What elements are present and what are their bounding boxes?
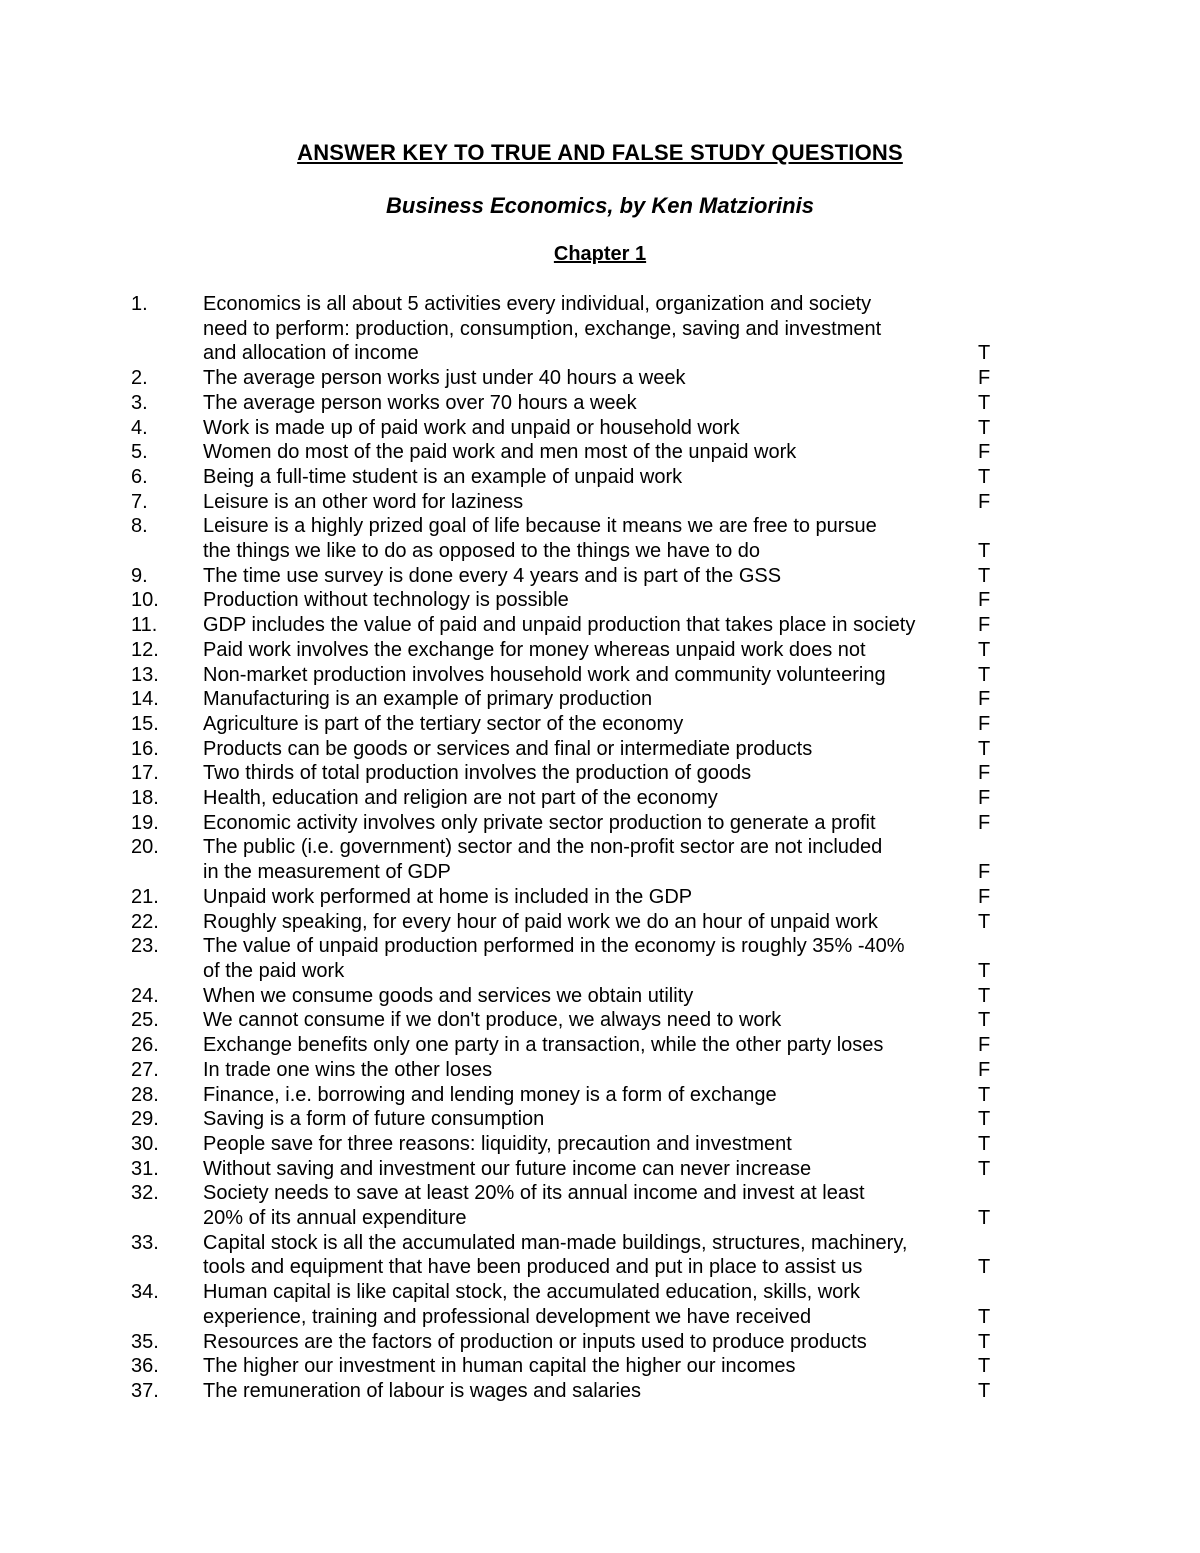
question-text bbox=[203, 1083, 973, 1108]
question-item bbox=[0, 885, 1200, 910]
answer-mark: T bbox=[978, 959, 991, 982]
question-number: 7. bbox=[131, 490, 148, 513]
question-item bbox=[0, 465, 1200, 490]
answer-mark: F bbox=[978, 688, 991, 711]
question-text bbox=[203, 638, 973, 663]
question-item bbox=[0, 1231, 1200, 1280]
answer-mark: T bbox=[978, 1256, 991, 1279]
question-text-line: Health, education and religion are not part of the economy bbox=[203, 787, 718, 810]
question-text bbox=[203, 1330, 973, 1355]
question-text bbox=[203, 292, 973, 366]
question-item bbox=[0, 1058, 1200, 1083]
question-item bbox=[0, 761, 1200, 786]
answer-mark: F bbox=[978, 712, 991, 735]
question-text-line: Finance, i.e. borrowing and lending money is a form of exchange bbox=[203, 1083, 777, 1106]
question-number: 16. bbox=[131, 737, 159, 760]
question-item bbox=[0, 811, 1200, 836]
question-item bbox=[0, 613, 1200, 638]
question-text-line: Production without technology is possible bbox=[203, 589, 569, 612]
answer-mark: F bbox=[978, 1058, 991, 1081]
question-text bbox=[203, 761, 973, 786]
question-text bbox=[203, 835, 973, 884]
question-number: 9. bbox=[131, 564, 148, 587]
question-item bbox=[0, 910, 1200, 935]
question-number: 2. bbox=[131, 367, 148, 390]
question-number: 3. bbox=[131, 391, 148, 414]
answer-mark: T bbox=[978, 1108, 991, 1131]
question-number: 14. bbox=[131, 688, 159, 711]
question-text-line: Leisure is a highly prized goal of life because it means we are free to pursue bbox=[203, 515, 877, 538]
question-number: 31. bbox=[131, 1157, 159, 1180]
book-subtitle: Business Economics, by Ken Matziorinis bbox=[386, 193, 814, 218]
question-item bbox=[0, 1330, 1200, 1355]
question-text bbox=[203, 613, 973, 638]
question-text-line: 20% of its annual expenditure bbox=[203, 1207, 467, 1230]
answer-mark: F bbox=[978, 490, 991, 513]
question-text bbox=[203, 1354, 973, 1379]
question-item bbox=[0, 440, 1200, 465]
question-text bbox=[203, 588, 973, 613]
question-text bbox=[203, 440, 973, 465]
question-item bbox=[0, 588, 1200, 613]
question-text-line: tools and equipment that have been produced and put in place to assist us bbox=[203, 1256, 863, 1279]
question-item bbox=[0, 1157, 1200, 1182]
answer-mark: T bbox=[978, 1009, 991, 1032]
question-text bbox=[203, 514, 973, 563]
question-text-line: We cannot consume if we don't produce, we always need to work bbox=[203, 1009, 782, 1032]
question-text-line: Products can be goods or services and final or intermediate products bbox=[203, 737, 813, 760]
answer-mark: T bbox=[978, 638, 991, 661]
answer-mark: T bbox=[978, 1330, 991, 1353]
question-text bbox=[203, 811, 973, 836]
question-text-line: Without saving and investment our future income can never increase bbox=[203, 1157, 812, 1180]
question-item bbox=[0, 1008, 1200, 1033]
question-item bbox=[0, 835, 1200, 884]
answer-mark: F bbox=[978, 787, 991, 810]
answer-mark: F bbox=[978, 811, 991, 834]
question-text-line: The remuneration of labour is wages and salaries bbox=[203, 1379, 642, 1402]
question-text-line: Women do most of the paid work and men most of the unpaid work bbox=[203, 441, 797, 464]
question-text bbox=[203, 737, 973, 762]
question-text-line: experience, training and professional development we have received bbox=[203, 1305, 812, 1328]
question-number: 6. bbox=[131, 465, 148, 488]
question-item bbox=[0, 663, 1200, 688]
question-number: 21. bbox=[131, 885, 159, 908]
question-text bbox=[203, 1231, 973, 1280]
question-item bbox=[0, 391, 1200, 416]
question-text bbox=[203, 1008, 973, 1033]
question-text-line: Roughly speaking, for every hour of paid work we do an hour of unpaid work bbox=[203, 910, 878, 933]
question-item bbox=[0, 1379, 1200, 1404]
question-text-line: Manufacturing is an example of primary production bbox=[203, 688, 653, 711]
question-item bbox=[0, 490, 1200, 515]
question-item bbox=[0, 1083, 1200, 1108]
question-text-line: Unpaid work performed at home is included in the GDP bbox=[203, 885, 693, 908]
question-list bbox=[0, 292, 1200, 1404]
question-item bbox=[0, 1354, 1200, 1379]
question-number: 18. bbox=[131, 787, 159, 810]
question-number: 33. bbox=[131, 1231, 159, 1254]
page-title: ANSWER KEY TO TRUE AND FALSE STUDY QUESTIONS bbox=[297, 140, 903, 165]
question-text bbox=[203, 687, 973, 712]
question-text-line: People save for three reasons: liquidity, precaution and investment bbox=[203, 1132, 792, 1155]
question-number: 32. bbox=[131, 1182, 159, 1205]
question-text bbox=[203, 1107, 973, 1132]
question-text-line: In trade one wins the other loses bbox=[203, 1058, 493, 1081]
question-number: 24. bbox=[131, 984, 159, 1007]
answer-mark: T bbox=[978, 391, 991, 414]
question-text bbox=[203, 391, 973, 416]
question-text-line: Saving is a form of future consumption bbox=[203, 1108, 545, 1131]
question-text-line: The average person works over 70 hours a week bbox=[203, 391, 637, 414]
question-item bbox=[0, 366, 1200, 391]
question-number: 37. bbox=[131, 1379, 159, 1402]
question-text-line: The higher our investment in human capital the higher our incomes bbox=[203, 1355, 796, 1378]
question-text-line: Paid work involves the exchange for money whereas unpaid work does not bbox=[203, 638, 866, 661]
question-text-line: Being a full-time student is an example of unpaid work bbox=[203, 465, 683, 488]
question-text-line: The time use survey is done every 4 years and is part of the GSS bbox=[203, 564, 782, 587]
question-item bbox=[0, 1280, 1200, 1329]
answer-mark: T bbox=[978, 1207, 991, 1230]
question-item bbox=[0, 1181, 1200, 1230]
question-number: 25. bbox=[131, 1009, 159, 1032]
answer-mark: T bbox=[978, 1157, 991, 1180]
question-text-line: of the paid work bbox=[203, 959, 345, 982]
question-text bbox=[203, 416, 973, 441]
question-text-line: Work is made up of paid work and unpaid or household work bbox=[203, 416, 740, 439]
question-text bbox=[203, 1033, 973, 1058]
question-number: 8. bbox=[131, 515, 148, 538]
question-number: 36. bbox=[131, 1355, 159, 1378]
question-text bbox=[203, 366, 973, 391]
question-text-line: Society needs to save at least 20% of its annual income and invest at least bbox=[203, 1182, 865, 1205]
question-text bbox=[203, 910, 973, 935]
answer-mark: T bbox=[978, 737, 991, 760]
question-text-line: When we consume goods and services we obtain utility bbox=[203, 984, 694, 1007]
question-number: 5. bbox=[131, 441, 148, 464]
answer-mark: T bbox=[978, 465, 991, 488]
question-text bbox=[203, 712, 973, 737]
question-number: 15. bbox=[131, 712, 159, 735]
question-text-line: The value of unpaid production performed in the economy is roughly 35% -40% bbox=[203, 935, 905, 958]
question-text-line: Exchange benefits only one party in a transaction, while the other party loses bbox=[203, 1034, 884, 1057]
question-text bbox=[203, 885, 973, 910]
answer-mark: T bbox=[978, 663, 991, 686]
answer-mark: T bbox=[978, 1305, 991, 1328]
answer-mark: F bbox=[978, 1034, 991, 1057]
answer-mark: T bbox=[978, 1132, 991, 1155]
answer-mark: F bbox=[978, 762, 991, 785]
question-number: 20. bbox=[131, 836, 159, 859]
question-number: 28. bbox=[131, 1083, 159, 1106]
question-number: 17. bbox=[131, 762, 159, 785]
question-text bbox=[203, 1132, 973, 1157]
question-text bbox=[203, 786, 973, 811]
question-text-line: Resources are the factors of production or inputs used to produce products bbox=[203, 1330, 867, 1353]
question-item bbox=[0, 984, 1200, 1009]
answer-mark: T bbox=[978, 910, 991, 933]
question-text bbox=[203, 1181, 973, 1230]
question-item bbox=[0, 786, 1200, 811]
question-text-line: Leisure is an other word for laziness bbox=[203, 490, 524, 513]
chapter-heading: Chapter 1 bbox=[553, 243, 647, 265]
question-text bbox=[203, 663, 973, 688]
question-item bbox=[0, 687, 1200, 712]
question-text bbox=[203, 1280, 973, 1329]
answer-mark: T bbox=[978, 1379, 991, 1402]
question-text bbox=[203, 984, 973, 1009]
answer-mark: T bbox=[978, 342, 991, 365]
answer-mark: F bbox=[978, 367, 991, 390]
question-number: 34. bbox=[131, 1281, 159, 1304]
question-number: 12. bbox=[131, 638, 159, 661]
answer-mark: F bbox=[978, 614, 991, 637]
question-number: 10. bbox=[131, 589, 159, 612]
question-number: 35. bbox=[131, 1330, 159, 1353]
question-item bbox=[0, 712, 1200, 737]
question-item bbox=[0, 638, 1200, 663]
question-item bbox=[0, 416, 1200, 441]
answer-mark: T bbox=[978, 1355, 991, 1378]
question-text-line: need to perform: production, consumption, exchange, saving and investment bbox=[203, 317, 882, 340]
question-text-line: Agriculture is part of the tertiary sector of the economy bbox=[203, 712, 684, 735]
question-text-line: The average person works just under 40 hours a week bbox=[203, 367, 686, 390]
question-text-line: Capital stock is all the accumulated man-made buildings, structures, machinery, bbox=[203, 1231, 908, 1254]
question-text-line: The public (i.e. government) sector and the non-profit sector are not included bbox=[203, 836, 883, 859]
question-number: 22. bbox=[131, 910, 159, 933]
question-number: 1. bbox=[131, 293, 148, 315]
question-text bbox=[203, 1157, 973, 1182]
question-number: 23. bbox=[131, 935, 159, 958]
question-text bbox=[203, 465, 973, 490]
answer-mark: T bbox=[978, 540, 991, 563]
question-item bbox=[0, 1132, 1200, 1157]
question-item bbox=[0, 564, 1200, 589]
answer-mark: T bbox=[978, 564, 991, 587]
question-item bbox=[0, 1033, 1200, 1058]
answer-mark: T bbox=[978, 1083, 991, 1106]
question-text-line: Two thirds of total production involves the production of goods bbox=[203, 762, 752, 785]
question-text-line: the things we like to do as opposed to the things we have to do bbox=[203, 540, 761, 563]
answer-mark: F bbox=[978, 885, 991, 908]
question-text bbox=[203, 1379, 973, 1404]
question-text-line: Non-market production involves household work and community volunteering bbox=[203, 663, 886, 686]
question-number: 11. bbox=[131, 614, 158, 637]
question-text-line: and allocation of income bbox=[203, 342, 419, 365]
question-text-line: Economics is all about 5 activities every individual, organization and society bbox=[203, 293, 872, 315]
question-item bbox=[0, 737, 1200, 762]
answer-mark: T bbox=[978, 416, 991, 439]
question-text bbox=[203, 1058, 973, 1083]
answer-mark: F bbox=[978, 441, 991, 464]
question-text bbox=[203, 934, 973, 983]
answer-mark: F bbox=[978, 589, 991, 612]
question-item bbox=[0, 292, 1200, 366]
question-text-line: Human capital is like capital stock, the accumulated education, skills, work bbox=[203, 1281, 860, 1304]
question-item bbox=[0, 1107, 1200, 1132]
question-number: 13. bbox=[131, 663, 159, 686]
question-text-line: Economic activity involves only private sector production to generate a profit bbox=[203, 811, 876, 834]
question-item bbox=[0, 514, 1200, 563]
answer-mark: T bbox=[978, 984, 991, 1007]
question-number: 19. bbox=[131, 811, 159, 834]
question-number: 30. bbox=[131, 1132, 159, 1155]
question-number: 29. bbox=[131, 1108, 159, 1131]
question-number: 26. bbox=[131, 1034, 159, 1057]
question-number: 4. bbox=[131, 416, 148, 439]
question-number: 27. bbox=[131, 1058, 159, 1081]
question-text-line: GDP includes the value of paid and unpaid production that takes place in society bbox=[203, 614, 916, 637]
question-item bbox=[0, 934, 1200, 983]
question-text bbox=[203, 564, 973, 589]
question-text-line: in the measurement of GDP bbox=[203, 861, 451, 884]
answer-mark: F bbox=[978, 861, 991, 884]
question-text bbox=[203, 490, 973, 515]
